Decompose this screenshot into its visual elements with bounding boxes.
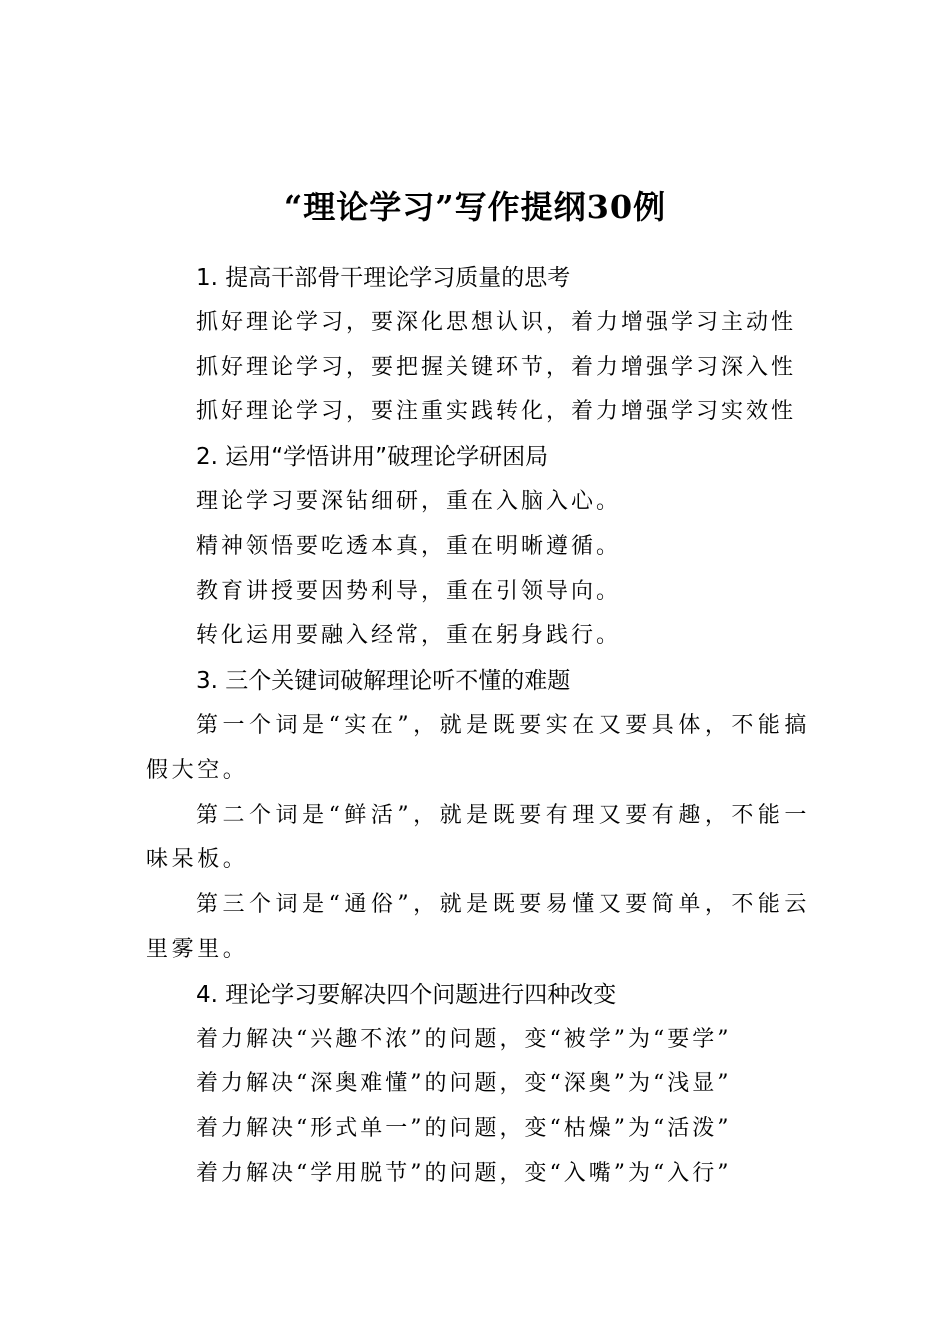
outline-line: 抓好理论学习，要深化思想认识，着力增强学习主动性 bbox=[196, 309, 797, 335]
outline-line: 精神领悟要吃透本真，重在明晰遵循。 bbox=[196, 533, 622, 559]
section-heading: 2. 运用“学悟讲用”破理论学研困局 bbox=[196, 444, 549, 471]
outline-line: 教育讲授要因势利导，重在引领导向。 bbox=[196, 578, 622, 604]
section-1 bbox=[146, 256, 810, 435]
section-3 bbox=[146, 659, 810, 973]
outline-line: 抓好理论学习，要把握关键环节，着力增强学习深入性 bbox=[196, 354, 797, 380]
outline-line: 转化运用要融入经常，重在躬身践行。 bbox=[196, 623, 622, 649]
document-body bbox=[146, 256, 810, 1197]
outline-paragraph: 第二个词是“鲜活”，就是既要有理又要有趣，不能一味呆板。 bbox=[146, 802, 810, 873]
outline-line: 着力解决“兴趣不浓”的问题，变“被学”为“要学” bbox=[196, 1026, 732, 1052]
section-heading: 4. 理论学习要解决四个问题进行四种改变 bbox=[196, 981, 617, 1008]
outline-paragraph: 第三个词是“通俗”，就是既要易懂又要简单，不能云里雾里。 bbox=[146, 892, 810, 962]
section-heading: 1. 提高干部骨干理论学习质量的思考 bbox=[196, 265, 571, 291]
outline-line: 着力解决“深奥难懂”的问题，变“深奥”为“浅显” bbox=[196, 1071, 732, 1097]
outline-line: 抓好理论学习，要注重实践转化，着力增强学习实效性 bbox=[196, 399, 797, 425]
outline-line: 着力解决“学用脱节”的问题，变“入嘴”为“入行” bbox=[196, 1160, 732, 1186]
section-2 bbox=[146, 435, 810, 659]
document-title: “理论学习”写作提纲30例 bbox=[283, 188, 667, 227]
outline-line: 着力解决“形式单一”的问题，变“枯燥”为“活泼” bbox=[196, 1116, 732, 1142]
section-4 bbox=[146, 973, 810, 1197]
section-heading: 3. 三个关键词破解理论听不懂的难题 bbox=[196, 668, 571, 695]
outline-paragraph: 第一个词是“实在”，就是既要实在又要具体，不能搞假大空。 bbox=[146, 712, 810, 783]
outline-line: 理论学习要深钻细研，重在入脑入心。 bbox=[196, 488, 622, 514]
